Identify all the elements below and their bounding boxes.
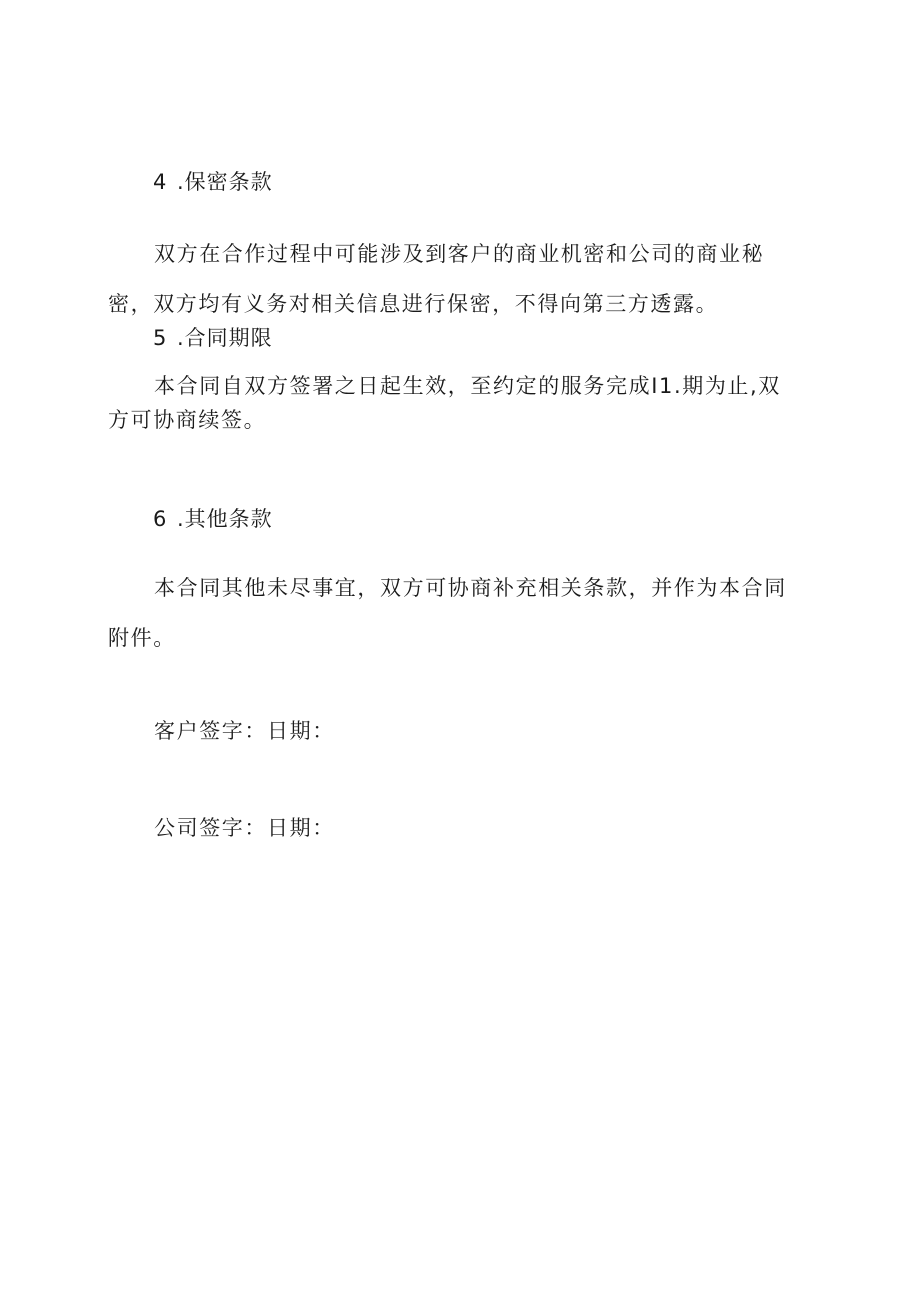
section-6-body-line-1: 本合同其他未尽事宜，双方可协商补充相关条款，并作为本合同 <box>154 576 787 600</box>
section-number: 5 <box>153 326 167 350</box>
section-title: .其他条款 <box>177 507 273 531</box>
section-5-heading <box>153 324 273 352</box>
section-5-body-line-1: 本合同自双方签署之日起生效，至约定的服务完成I1.期为止,双 <box>154 374 781 398</box>
section-number: 6 <box>153 507 167 531</box>
section-number: 4 <box>153 170 167 194</box>
section-6-body-line-2: 附件。 <box>108 626 176 650</box>
section-4-heading <box>153 168 273 196</box>
customer-signature-line: 客户签字：日期： <box>154 719 335 743</box>
section-title: .合同期限 <box>177 326 273 350</box>
section-title: .保密条款 <box>177 170 273 194</box>
section-4-body-line-2: 密，双方均有义务对相关信息进行保密，不得向第三方透露。 <box>108 292 719 316</box>
section-4-body-line-1: 双方在合作过程中可能涉及到客户的商业机密和公司的商业秘 <box>154 242 765 266</box>
company-signature-line: 公司签字：日期： <box>154 816 335 840</box>
section-6-heading <box>153 505 273 533</box>
section-5-body-line-2: 方可协商续签。 <box>108 408 267 432</box>
